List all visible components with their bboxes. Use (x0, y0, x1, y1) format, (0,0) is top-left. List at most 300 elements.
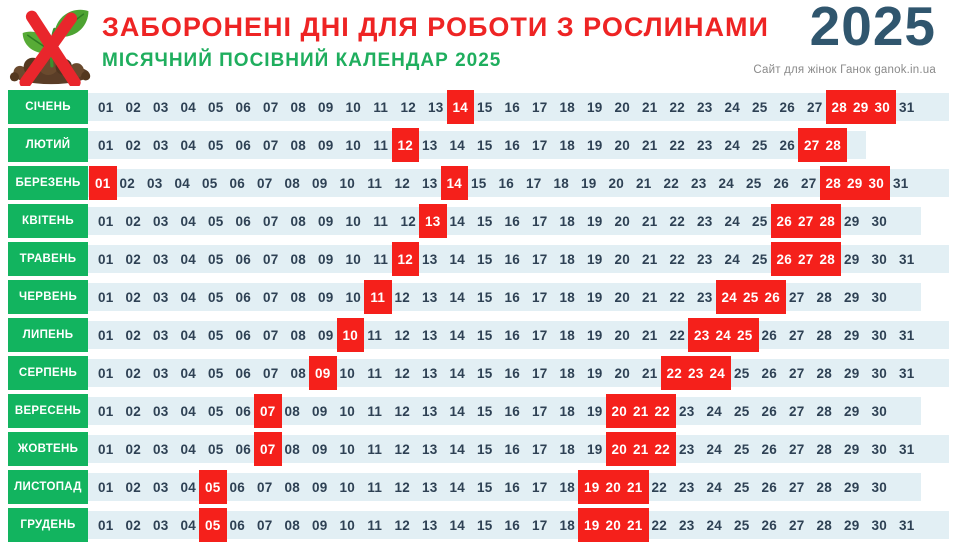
month-row (8, 316, 952, 354)
month-label: ЛИПЕНЬ (8, 318, 88, 352)
day-cell: 31 (898, 365, 915, 381)
forbidden-day-cell: 20 (600, 508, 628, 542)
day-cell: 06 (235, 289, 252, 305)
day-cell: 08 (284, 479, 301, 495)
month-label: СЕРПЕНЬ (8, 356, 88, 390)
day-cell: 11 (373, 137, 389, 153)
day-cell: 20 (614, 289, 631, 305)
day-cell: 28 (816, 479, 833, 495)
day-cell: 17 (531, 251, 548, 267)
day-cell: 31 (898, 327, 915, 343)
day-cell: 25 (751, 213, 768, 229)
day-cell: 10 (345, 213, 362, 229)
day-cell: 24 (706, 441, 723, 457)
day-cell: 09 (317, 327, 334, 343)
day-cell: 10 (345, 99, 362, 115)
day-cell: 13 (421, 403, 438, 419)
day-cell: 12 (394, 403, 411, 419)
day-cell: 18 (559, 479, 576, 495)
title-block (102, 13, 769, 72)
day-cell: 29 (843, 517, 860, 533)
site-credit: Сайт для жінок Ганок ganok.in.ua (753, 64, 936, 76)
forbidden-day-cell: 21 (627, 394, 655, 428)
day-cell: 20 (614, 137, 631, 153)
day-cell: 27 (788, 327, 805, 343)
day-cell: 30 (871, 441, 888, 457)
forbidden-day-cell: 12 (392, 242, 420, 276)
day-cell: 25 (745, 175, 762, 191)
day-cell: 04 (180, 365, 197, 381)
day-cell: 09 (311, 441, 328, 457)
forbidden-day-cell: 20 (606, 432, 634, 466)
day-cell: 21 (641, 99, 658, 115)
day-cell: 12 (400, 213, 417, 229)
day-cell: 08 (284, 175, 301, 191)
day-cell: 26 (761, 479, 778, 495)
day-cell: 23 (678, 517, 695, 533)
page-subtitle: МІСЯЧНИЙ ПОСІВНИЙ КАЛЕНДАР 2025 (102, 49, 502, 71)
day-cell: 18 (559, 137, 576, 153)
forbidden-day-cell: 14 (441, 166, 469, 200)
forbidden-day-cell: 21 (621, 470, 649, 504)
day-cell: 04 (180, 479, 197, 495)
day-cell: 17 (531, 289, 548, 305)
day-cell: 28 (816, 517, 833, 533)
day-cell: 02 (125, 99, 142, 115)
day-cell: 03 (152, 479, 169, 495)
day-cell: 02 (125, 213, 142, 229)
day-cell: 09 (317, 251, 334, 267)
day-cell: 16 (504, 403, 521, 419)
day-cell: 17 (531, 137, 548, 153)
day-cell: 15 (476, 441, 493, 457)
days-strip (92, 126, 844, 164)
day-cell: 14 (449, 251, 466, 267)
day-cell: 09 (317, 99, 334, 115)
day-cell: 19 (586, 289, 603, 305)
day-cell: 14 (449, 479, 466, 495)
day-cell: 08 (290, 365, 307, 381)
day-cell: 07 (262, 251, 279, 267)
day-cell: 06 (229, 479, 246, 495)
day-cell: 22 (669, 327, 686, 343)
day-cell: 24 (724, 251, 741, 267)
day-cell: 11 (373, 99, 389, 115)
day-cell: 21 (641, 289, 658, 305)
day-cell: 04 (180, 327, 197, 343)
day-cell: 10 (339, 441, 356, 457)
day-cell: 13 (421, 517, 438, 533)
day-cell: 01 (97, 289, 114, 305)
day-cell: 28 (816, 441, 833, 457)
month-row (8, 430, 952, 468)
day-cell: 18 (559, 289, 576, 305)
day-cell: 13 (427, 99, 444, 115)
day-cell: 24 (706, 403, 723, 419)
day-cell: 30 (871, 365, 888, 381)
day-cell: 15 (476, 289, 493, 305)
month-row (8, 278, 952, 316)
month-row (8, 392, 952, 430)
day-cell: 29 (843, 251, 860, 267)
forbidden-day-cell: 27 (792, 242, 820, 276)
forbidden-day-cell: 07 (254, 394, 282, 428)
day-cell: 08 (284, 403, 301, 419)
forbidden-day-cell: 28 (814, 242, 842, 276)
day-cell: 03 (152, 289, 169, 305)
day-cell: 08 (284, 441, 301, 457)
month-label: КВІТЕНЬ (8, 204, 88, 238)
day-cell: 13 (421, 137, 438, 153)
day-cell: 25 (751, 137, 768, 153)
day-cell: 31 (898, 251, 915, 267)
day-cell: 02 (125, 137, 142, 153)
day-cell: 23 (696, 99, 713, 115)
day-cell: 14 (449, 327, 466, 343)
day-cell: 25 (733, 403, 750, 419)
day-cell: 11 (367, 175, 383, 191)
day-cell: 19 (580, 175, 597, 191)
day-cell: 19 (586, 327, 603, 343)
day-cell: 01 (97, 137, 114, 153)
day-cell: 14 (449, 365, 466, 381)
day-cell: 11 (373, 251, 389, 267)
day-cell: 19 (586, 251, 603, 267)
month-label: ВЕРЕСЕНЬ (8, 394, 88, 428)
day-cell: 04 (180, 517, 197, 533)
day-cell: 04 (180, 289, 197, 305)
day-cell: 17 (531, 99, 548, 115)
day-cell: 18 (559, 251, 576, 267)
forbidden-day-cell: 19 (578, 470, 606, 504)
day-cell: 19 (586, 365, 603, 381)
forbidden-day-cell: 23 (682, 356, 710, 390)
month-row (8, 354, 952, 392)
day-cell: 05 (207, 403, 224, 419)
day-cell: 27 (806, 99, 823, 115)
day-cell: 19 (586, 137, 603, 153)
day-cell: 16 (504, 441, 521, 457)
day-cell: 11 (367, 479, 383, 495)
month-row (8, 88, 952, 126)
day-cell: 27 (788, 479, 805, 495)
day-cell: 11 (367, 403, 383, 419)
day-cell: 10 (339, 175, 356, 191)
forbidden-day-cell: 30 (863, 166, 891, 200)
day-cell: 03 (152, 403, 169, 419)
day-cell: 15 (476, 403, 493, 419)
day-cell: 17 (531, 479, 548, 495)
month-label: ЛЮТИЙ (8, 128, 88, 162)
forbidden-day-cell: 11 (364, 280, 392, 314)
month-label: ЖОВТЕНЬ (8, 432, 88, 466)
day-cell: 15 (470, 175, 487, 191)
forbidden-day-cell: 22 (661, 356, 689, 390)
day-cell: 15 (476, 479, 493, 495)
day-cell: 03 (152, 365, 169, 381)
day-cell: 01 (97, 517, 114, 533)
forbidden-day-cell: 21 (621, 508, 649, 542)
day-cell: 14 (449, 213, 466, 229)
day-cell: 04 (180, 251, 197, 267)
forbidden-day-cell: 05 (199, 470, 227, 504)
forbidden-day-cell: 21 (627, 432, 655, 466)
day-cell: 12 (394, 365, 411, 381)
day-cell: 29 (843, 479, 860, 495)
day-cell: 08 (290, 99, 307, 115)
day-cell: 12 (394, 441, 411, 457)
day-cell: 30 (871, 251, 888, 267)
day-cell: 15 (476, 99, 493, 115)
day-cell: 01 (97, 365, 114, 381)
day-cell: 18 (559, 403, 576, 419)
day-cell: 11 (373, 213, 389, 229)
day-cell: 06 (235, 99, 252, 115)
day-cell: 03 (152, 441, 169, 457)
day-cell: 05 (207, 289, 224, 305)
day-cell: 23 (678, 441, 695, 457)
day-cell: 06 (235, 327, 252, 343)
day-cell: 05 (207, 137, 224, 153)
day-cell: 19 (586, 213, 603, 229)
day-cell: 03 (152, 99, 169, 115)
forbidden-day-cell: 01 (89, 166, 117, 200)
day-cell: 06 (235, 213, 252, 229)
day-cell: 06 (235, 441, 252, 457)
day-cell: 16 (498, 175, 515, 191)
day-cell: 03 (152, 137, 169, 153)
day-cell: 13 (421, 479, 438, 495)
days-strip (92, 202, 893, 240)
day-cell: 26 (761, 365, 778, 381)
day-cell: 02 (125, 327, 142, 343)
day-cell: 22 (669, 99, 686, 115)
day-cell: 09 (317, 137, 334, 153)
day-cell: 20 (614, 99, 631, 115)
day-cell: 30 (871, 479, 888, 495)
page-title: ЗАБОРОНЕНІ ДНІ ДЛЯ РОБОТИ З РОСЛИНАМИ (102, 12, 769, 42)
day-cell: 24 (724, 213, 741, 229)
forbidden-day-cell: 28 (820, 166, 848, 200)
day-cell: 17 (531, 327, 548, 343)
day-cell: 17 (531, 213, 548, 229)
forbidden-day-cell: 22 (649, 394, 677, 428)
day-cell: 23 (696, 213, 713, 229)
day-cell: 16 (504, 479, 521, 495)
day-cell: 31 (898, 441, 915, 457)
month-label: ТРАВЕНЬ (8, 242, 88, 276)
day-cell: 25 (733, 441, 750, 457)
day-cell: 23 (696, 251, 713, 267)
day-cell: 06 (235, 251, 252, 267)
day-cell: 12 (394, 175, 411, 191)
day-cell: 04 (180, 137, 197, 153)
forbidden-day-cell: 27 (792, 204, 820, 238)
day-cell: 16 (504, 137, 521, 153)
day-cell: 19 (586, 403, 603, 419)
day-cell: 22 (669, 213, 686, 229)
day-cell: 21 (641, 365, 658, 381)
day-cell: 05 (207, 251, 224, 267)
day-cell: 13 (421, 327, 438, 343)
day-cell: 19 (586, 99, 603, 115)
forbidden-day-cell: 09 (309, 356, 337, 390)
day-cell: 14 (449, 137, 466, 153)
day-cell: 20 (614, 251, 631, 267)
day-cell: 01 (97, 99, 114, 115)
days-strip (92, 88, 921, 126)
month-row (8, 468, 952, 506)
days-strip (92, 506, 921, 544)
day-cell: 17 (525, 175, 542, 191)
days-strip (92, 430, 921, 468)
day-cell: 29 (843, 213, 860, 229)
day-cell: 24 (706, 517, 723, 533)
day-cell: 25 (751, 251, 768, 267)
forbidden-day-cell: 24 (716, 280, 744, 314)
day-cell: 21 (635, 175, 652, 191)
day-cell: 11 (367, 517, 383, 533)
calendar-grid (8, 88, 952, 544)
day-cell: 30 (871, 403, 888, 419)
forbidden-day-cell: 25 (737, 280, 765, 314)
day-cell: 04 (180, 403, 197, 419)
day-cell: 27 (788, 517, 805, 533)
day-cell: 07 (262, 137, 279, 153)
day-cell: 03 (152, 517, 169, 533)
day-cell: 24 (724, 99, 741, 115)
day-cell: 12 (394, 327, 411, 343)
day-cell: 21 (641, 213, 658, 229)
day-cell: 18 (559, 365, 576, 381)
day-cell: 12 (394, 289, 411, 305)
header (0, 0, 960, 88)
day-cell: 25 (733, 479, 750, 495)
forbidden-day-cell: 13 (419, 204, 447, 238)
forbidden-day-cell: 30 (869, 90, 897, 124)
day-cell: 07 (262, 213, 279, 229)
day-cell: 24 (718, 175, 735, 191)
day-cell: 27 (788, 289, 805, 305)
day-cell: 09 (317, 289, 334, 305)
day-cell: 18 (559, 517, 576, 533)
day-cell: 11 (367, 365, 383, 381)
month-label: ЛИСТОПАД (8, 470, 88, 504)
day-cell: 05 (207, 365, 224, 381)
forbidden-day-cell: 20 (600, 470, 628, 504)
day-cell: 22 (669, 251, 686, 267)
day-cell: 02 (125, 251, 142, 267)
month-label: ЧЕРВЕНЬ (8, 280, 88, 314)
day-cell: 16 (504, 365, 521, 381)
day-cell: 11 (367, 441, 383, 457)
days-strip (92, 354, 921, 392)
day-cell: 18 (559, 213, 576, 229)
day-cell: 05 (201, 175, 218, 191)
day-cell: 13 (421, 251, 438, 267)
days-strip (92, 316, 921, 354)
forbidden-day-cell: 29 (847, 90, 875, 124)
day-cell: 25 (751, 99, 768, 115)
day-cell: 13 (421, 175, 438, 191)
month-label: ГРУДЕНЬ (8, 508, 88, 542)
day-cell: 07 (256, 175, 273, 191)
month-row (8, 202, 952, 240)
day-cell: 04 (180, 441, 197, 457)
day-cell: 27 (788, 441, 805, 457)
day-cell: 31 (898, 517, 915, 533)
day-cell: 14 (449, 517, 466, 533)
day-cell: 29 (843, 403, 860, 419)
day-cell: 15 (476, 213, 493, 229)
day-cell: 18 (559, 441, 576, 457)
day-cell: 23 (678, 403, 695, 419)
day-cell: 16 (504, 327, 521, 343)
day-cell: 01 (97, 441, 114, 457)
day-cell: 26 (761, 517, 778, 533)
forbidden-day-cell: 26 (771, 242, 799, 276)
forbidden-day-cell: 19 (578, 508, 606, 542)
days-strip (92, 392, 893, 430)
forbidden-day-cell: 29 (841, 166, 869, 200)
day-cell: 27 (788, 365, 805, 381)
day-cell: 26 (761, 403, 778, 419)
day-cell: 08 (290, 289, 307, 305)
day-cell: 18 (559, 327, 576, 343)
day-cell: 30 (871, 327, 888, 343)
day-cell: 03 (152, 213, 169, 229)
day-cell: 12 (394, 517, 411, 533)
forbidden-day-cell: 22 (649, 432, 677, 466)
day-cell: 14 (449, 289, 466, 305)
day-cell: 14 (449, 441, 466, 457)
forbidden-day-cell: 25 (731, 318, 759, 352)
day-cell: 10 (345, 137, 362, 153)
day-cell: 23 (690, 175, 707, 191)
day-cell: 06 (235, 403, 252, 419)
day-cell: 02 (125, 289, 142, 305)
day-cell: 01 (97, 403, 114, 419)
month-row (8, 240, 952, 278)
day-cell: 12 (400, 99, 417, 115)
day-cell: 29 (843, 441, 860, 457)
day-cell: 13 (421, 365, 438, 381)
forbidden-day-cell: 12 (392, 128, 420, 162)
day-cell: 08 (284, 517, 301, 533)
day-cell: 29 (843, 289, 860, 305)
forbidden-day-cell: 27 (798, 128, 826, 162)
forbidden-day-cell: 26 (771, 204, 799, 238)
forbidden-day-cell: 14 (447, 90, 475, 124)
day-cell: 31 (892, 175, 909, 191)
day-cell: 23 (696, 137, 713, 153)
day-cell: 07 (256, 517, 273, 533)
day-cell: 02 (125, 441, 142, 457)
day-cell: 07 (262, 289, 279, 305)
month-row (8, 164, 952, 202)
month-row (8, 506, 952, 544)
day-cell: 28 (816, 403, 833, 419)
day-cell: 25 (733, 517, 750, 533)
day-cell: 20 (608, 175, 625, 191)
day-cell: 29 (843, 327, 860, 343)
forbidden-day-cell: 20 (606, 394, 634, 428)
days-strip (92, 164, 915, 202)
year-label: 2025 (809, 0, 936, 57)
day-cell: 26 (779, 99, 796, 115)
day-cell: 28 (816, 365, 833, 381)
day-cell: 07 (256, 479, 273, 495)
